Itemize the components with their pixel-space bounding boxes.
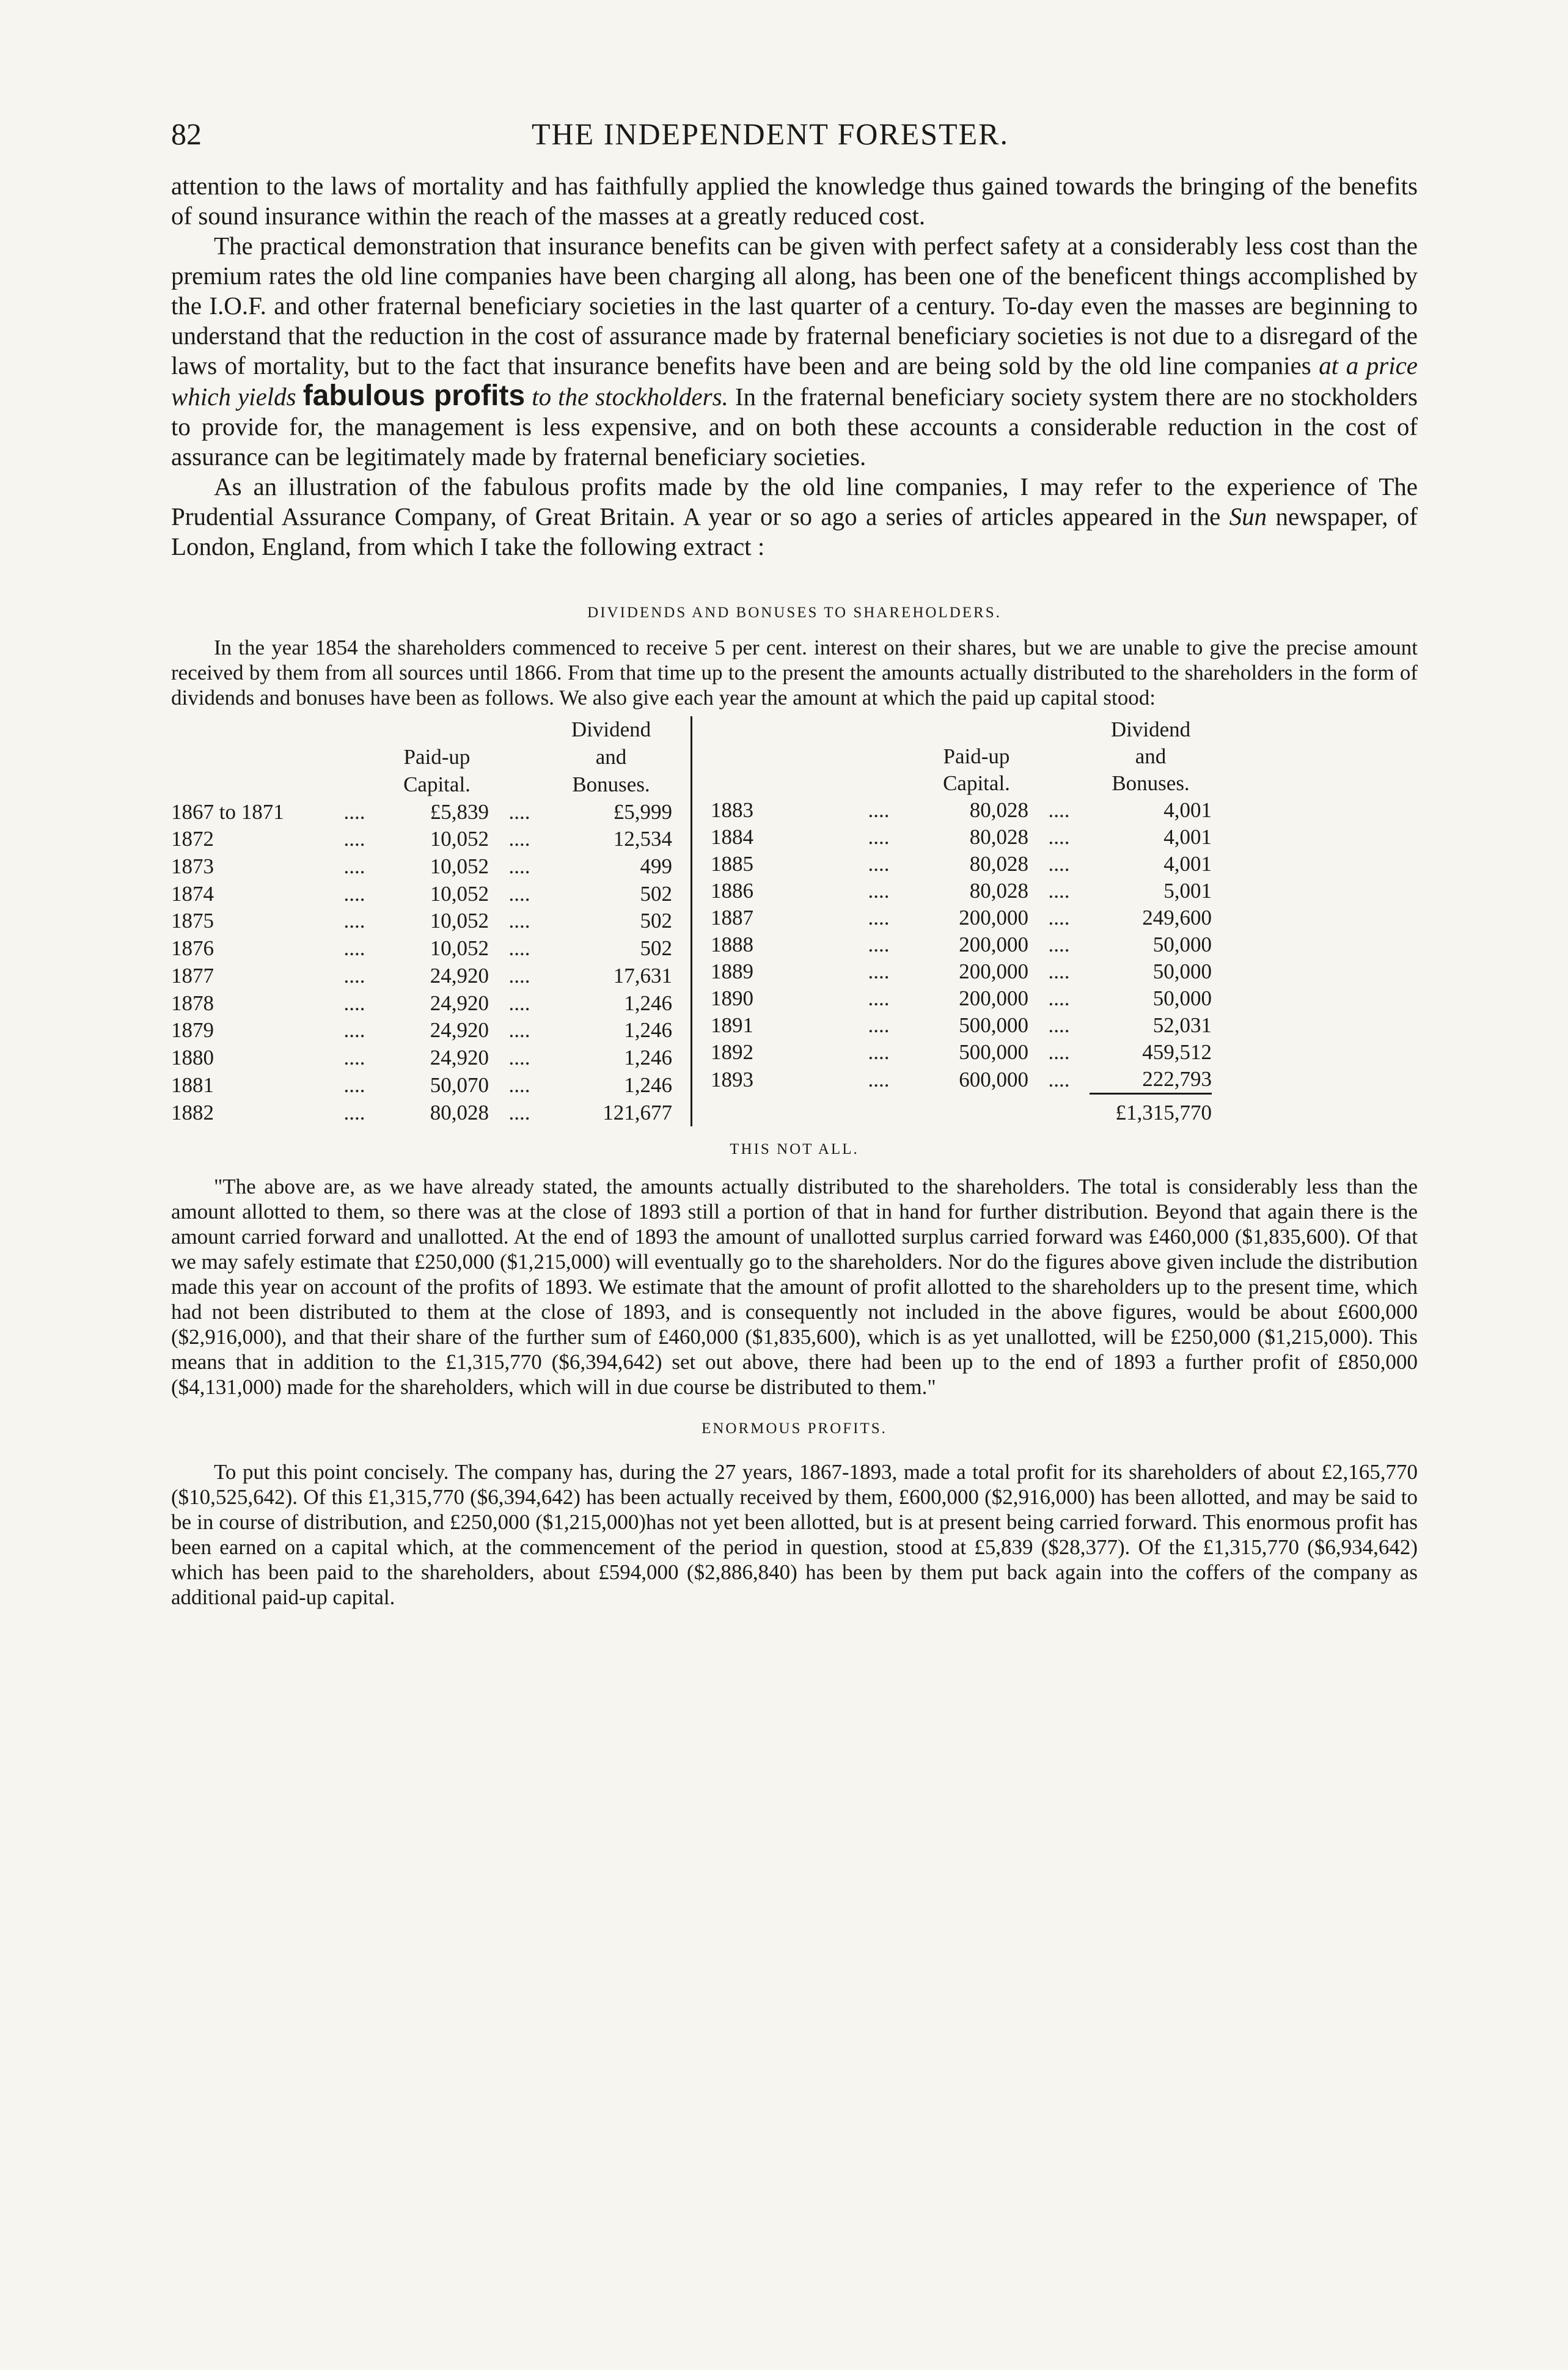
year-cell: 1882: [171, 1100, 214, 1124]
year-cell: 1876: [171, 936, 214, 961]
dividend-header-line-3: Bonuses.: [572, 772, 650, 796]
enormous-profits-paragraph: To put this point concisely. The company has, during the 27 years, 1867-1893, made a total profit for its shareholders of about £2,165,770 ($10,525,642). Of this £1,315,770 ($6,394,642) has been actually received by them, £600,000 ($2,916,000) has been allotted, and may be said to be in course of distribution, and £250,000 ($1,215,000)has not yet been allotted, but is at present being carried forward. This enormous profit has been earned on a capital which, at the commencement of the period in question, stood at £5,839 ($28,377). Of the £1,315,770 ($6,934,642) which has been paid to the shareholders, about £594,000 ($2,886,840) has been by them put back again into the coffers of the company as additional paid-up capital.: [171, 1460, 1418, 1609]
leader-dots: ....: [343, 827, 365, 851]
capital-cell: 80,028: [969, 798, 1028, 822]
table-row: [171, 1017, 672, 1044]
year-cell: 1893: [711, 1067, 753, 1091]
capital-cell: £5,839: [430, 799, 489, 824]
year-cell: 1880: [171, 1045, 214, 1069]
dividend-cell: 4,001: [1163, 852, 1212, 876]
capital-cell: 600,000: [959, 1067, 1028, 1091]
capital-cell: 10,052: [430, 827, 489, 851]
capital-cell: 500,000: [959, 1040, 1028, 1064]
capital-header-line-2: Capital.: [943, 771, 1010, 795]
leader-dots: ....: [508, 799, 530, 824]
capital-header-line-1: Paid-up: [403, 745, 471, 769]
leader-dots: ....: [508, 909, 530, 933]
table-row: [711, 1066, 1212, 1094]
intro-paragraph-2: [171, 231, 1418, 472]
dividend-header-line-3: Bonuses.: [1112, 771, 1190, 795]
leader-dots: ....: [868, 825, 890, 849]
dividend-cell: 50,000: [1152, 959, 1212, 983]
dividend-cell: 50,000: [1152, 986, 1212, 1010]
not-all-paragraph: "The above are, as we have already stated, the amounts actually distributed to the shareholders. The total is considerably less than the amount allotted to them, so there was at the close of 1893 still a portion of that in hand for further distribution. Beyond that again there is the amount carried forward and unallotted. At the end of 1893 the amount of unallotted surplus carried forward was £460,000 ($1,835,600). Of that we may safely estimate that £250,000 ($1,215,000) will eventually go to the shareholders. Nor do the figures above given include the distribution made this year on account of the profits of 1893. We estimate that the amount of profit allotted to the shareholders up to the present time, which had not been distributed to them at the close of 1893, and is consequently not included in the above figures, would be about £600,000 ($2,916,000), and that their share of the further sum of £460,000 ($1,835,600), which is as yet unallotted, will be £250,000 ($1,215,000). This means that in addition to the £1,315,770 ($6,394,642) set out above, there had been up to the end of 1893 a further profit of £850,000 ($4,131,000) made for the shareholders, which will in due course be distributed to them.": [171, 1175, 1418, 1399]
leader-dots: ....: [1048, 986, 1070, 1010]
leader-dots: ....: [343, 909, 365, 933]
table-row: [171, 935, 672, 963]
capital-cell: 500,000: [959, 1013, 1028, 1037]
capital-cell: 80,028: [969, 852, 1028, 876]
intro-paragraph-3-text-a: As an illustration of the fabulous profits made by the old line companies, I may refer to the experience of The Prudential Assurance Company, of Great Britain. A year or so ago a series of articles appeared in the: [171, 472, 1418, 530]
empty-cell: [833, 1094, 925, 1127]
leader-dots: ....: [868, 798, 890, 822]
capital-header-line-2: Capital.: [403, 772, 471, 796]
capital-cell: 200,000: [959, 906, 1028, 930]
leader-dots: ....: [868, 933, 890, 956]
table-header-row: [171, 744, 672, 771]
leader-dots: ....: [508, 963, 530, 988]
dividend-total: £1,315,770: [1090, 1094, 1212, 1127]
column-divider: [691, 716, 692, 1126]
capital-cell: 10,052: [430, 936, 489, 961]
intro-paragraph-2-emphasis: fabulous profits: [302, 380, 526, 412]
dividend-cell: 17,631: [613, 963, 672, 988]
dividend-header-line-2: and: [1135, 744, 1167, 768]
table-row: [171, 798, 672, 826]
year-cell: 1867 to 1871: [171, 799, 284, 824]
table-header-row: [171, 716, 672, 744]
dividends-table-left: [171, 716, 672, 1126]
dividend-cell: 459,512: [1142, 1040, 1212, 1064]
year-cell: 1885: [711, 852, 753, 876]
capital-cell: 80,028: [969, 879, 1028, 903]
leader-dots: ....: [343, 799, 365, 824]
table-header-row: [171, 771, 672, 798]
leader-dots: ....: [1048, 879, 1070, 903]
year-cell: 1883: [711, 798, 753, 822]
leader-dots: ....: [1048, 906, 1070, 930]
leader-dots: ....: [343, 1018, 365, 1043]
capital-cell: 24,920: [430, 991, 489, 1015]
leader-dots: ....: [343, 1045, 365, 1069]
leader-dots: ....: [508, 854, 530, 878]
dividend-header-line-1: Dividend: [1110, 717, 1191, 741]
dividends-table-right: [711, 716, 1212, 1126]
leader-dots: ....: [508, 1073, 530, 1097]
leader-dots: ....: [868, 1040, 890, 1064]
table-row: [711, 878, 1212, 904]
year-cell: 1888: [711, 933, 753, 956]
empty-cell: [925, 1094, 1028, 1127]
dividend-cell: 502: [640, 881, 672, 906]
empty-cell: [711, 1094, 833, 1127]
year-cell: 1877: [171, 963, 214, 988]
year-cell: 1886: [711, 879, 753, 903]
leader-dots: ....: [343, 991, 365, 1015]
year-cell: 1875: [171, 909, 214, 933]
year-cell: 1879: [171, 1018, 214, 1043]
leader-dots: ....: [508, 991, 530, 1015]
dividend-cell: 12,534: [613, 827, 672, 851]
leader-dots: ....: [1048, 959, 1070, 983]
capital-cell: 200,000: [959, 933, 1028, 956]
dividend-cell: 222,793: [1142, 1067, 1212, 1091]
dividend-cell: 1,246: [624, 1045, 672, 1069]
leader-dots: ....: [343, 936, 365, 961]
leader-dots: ....: [868, 906, 890, 930]
capital-cell: 24,920: [430, 963, 489, 988]
dividend-cell: 121,677: [603, 1100, 672, 1124]
table-header-row: [711, 743, 1212, 770]
leader-dots: ....: [868, 1067, 890, 1091]
leader-dots: ....: [343, 1100, 365, 1124]
dividends-paragraph: In the year 1854 the shareholders commenced to receive 5 per cent. interest on their shares, but we are unable to give the precise amount received by them from all sources until 1866. From that time up to the present the amounts actually distributed to the shareholders in the form of dividends and bonuses have been as follows. We also give each year the amount at which the paid up capital stood:: [171, 636, 1418, 710]
intro-paragraph-1: attention to the laws of mortality and has faithfully applied the knowledge thus gained towards the bringing of the benefits of sound insurance within the reach of the masses at a greatly reduced cost.: [171, 172, 1418, 230]
dividend-cell: 52,031: [1152, 1013, 1212, 1037]
not-all-heading: THIS NOT ALL.: [730, 1141, 859, 1157]
leader-dots: ....: [868, 959, 890, 983]
intro-paragraph-2-text-b: In the fraternal beneficiary society system there are no stockholders to provide for, the management is less expensive, and on both these accounts a considerable reduction in the cost of assurance can be legitimately made by fraternal beneficiary societies.: [171, 383, 1418, 471]
dividend-cell: 4,001: [1163, 798, 1212, 822]
dividend-cell: 1,246: [624, 991, 672, 1015]
leader-dots: ....: [1048, 1013, 1070, 1037]
dividend-cell: 249,600: [1142, 906, 1212, 930]
table-row: [711, 931, 1212, 958]
table-row: [171, 1044, 672, 1072]
capital-cell: 80,028: [430, 1100, 489, 1124]
enormous-profits-heading: ENORMOUS PROFITS.: [702, 1420, 887, 1437]
leader-dots: ....: [343, 1073, 365, 1097]
intro-paragraph-2-italic-a: at a price which yields: [171, 351, 1418, 411]
intro-paragraph-2-italic-b: to the stockholders.: [532, 383, 728, 411]
dividend-cell: 5,001: [1163, 879, 1212, 903]
leader-dots: ....: [868, 852, 890, 876]
leader-dots: ....: [868, 879, 890, 903]
capital-header-line-1: Paid-up: [943, 744, 1010, 768]
year-cell: 1872: [171, 827, 214, 851]
year-cell: 1891: [711, 1013, 753, 1037]
dividend-cell: 499: [640, 854, 672, 878]
leader-dots: ....: [508, 936, 530, 961]
table-row: [711, 824, 1212, 851]
table-row: [711, 985, 1212, 1012]
table-row: [711, 958, 1212, 985]
intro-paragraph-3: [171, 472, 1418, 562]
capital-cell: 80,028: [969, 825, 1028, 849]
dividend-header-line-2: and: [595, 745, 627, 769]
capital-cell: 200,000: [959, 959, 1028, 983]
dividend-cell: 1,246: [624, 1018, 672, 1043]
year-cell: 1874: [171, 881, 214, 906]
leader-dots: ....: [1048, 1040, 1070, 1064]
year-cell: 1887: [711, 906, 753, 930]
leader-dots: ....: [508, 1100, 530, 1124]
leader-dots: ....: [343, 854, 365, 878]
table-row: [711, 851, 1212, 878]
capital-cell: 10,052: [430, 881, 489, 906]
year-cell: 1892: [711, 1040, 753, 1064]
page-header: [171, 116, 1418, 171]
table-row: [711, 797, 1212, 824]
leader-dots: ....: [1048, 933, 1070, 956]
leader-dots: ....: [1048, 798, 1070, 822]
capital-cell: 10,052: [430, 854, 489, 878]
table-row: [711, 1012, 1212, 1039]
leader-dots: ....: [868, 986, 890, 1010]
table-row: [171, 853, 672, 881]
leader-dots: ....: [1048, 825, 1070, 849]
dividend-header-line-1: Dividend: [571, 717, 651, 742]
table-row: [171, 989, 672, 1017]
table-header-row: [711, 770, 1212, 797]
dividends-tables: [171, 716, 1418, 1126]
leader-dots: ....: [1048, 1067, 1070, 1091]
year-cell: 1878: [171, 991, 214, 1015]
capital-cell: 50,070: [430, 1073, 489, 1097]
table-row: [171, 1099, 672, 1126]
year-cell: 1890: [711, 986, 753, 1010]
capital-cell: 200,000: [959, 986, 1028, 1010]
dividend-cell: 502: [640, 909, 672, 933]
dividend-cell: £5,999: [613, 799, 672, 824]
leader-dots: ....: [508, 827, 530, 851]
empty-cell: [1028, 1094, 1090, 1127]
leader-dots: ....: [343, 881, 365, 906]
year-cell: 1873: [171, 854, 214, 878]
capital-cell: 10,052: [430, 909, 489, 933]
newspaper-name: Sun: [1229, 502, 1267, 530]
table-row: [711, 904, 1212, 931]
dividend-cell: 50,000: [1152, 933, 1212, 956]
table-row: [711, 1039, 1212, 1066]
year-cell: 1884: [711, 825, 753, 849]
year-cell: 1881: [171, 1073, 214, 1097]
dividend-cell: 502: [640, 936, 672, 961]
intro-paragraph-2-text-a: The practical demonstration that insurance benefits can be given with perfect safety at a considerably less cost than the premium rates the old line companies have been charging all along, has been one of the beneficent things accomplished by the I.O.F. and other fraternal beneficiary societies in the last quarter of a century. To-day even the masses are beginning to understand that the reduction in the cost of assurance made by fraternal beneficiary societies is not due to a disregard of the laws of mortality, but to the fact that insurance benefits have been and are being sold by the old line companies: [171, 232, 1418, 380]
table-row: [171, 962, 672, 989]
page-number: 82: [171, 117, 202, 151]
intro-paragraph-3-text-b: newspaper, of London, England, from which I take the following extract :: [171, 502, 1418, 560]
year-cell: 1889: [711, 959, 753, 983]
table-header-row: [711, 716, 1212, 743]
leader-dots: ....: [508, 881, 530, 906]
running-title: THE INDEPENDENT FORESTER.: [532, 117, 1009, 151]
dividend-cell: 1,246: [624, 1073, 672, 1097]
leader-dots: ....: [1048, 852, 1070, 876]
page: [171, 116, 1418, 1610]
table-row: [171, 826, 672, 853]
capital-cell: 24,920: [430, 1045, 489, 1069]
table-row: [171, 1071, 672, 1099]
leader-dots: ....: [343, 963, 365, 988]
leader-dots: ....: [868, 1013, 890, 1037]
dividends-heading: DIVIDENDS AND BONUSES TO SHAREHOLDERS.: [587, 604, 1002, 621]
capital-cell: 24,920: [430, 1018, 489, 1043]
table-row: [171, 880, 672, 908]
leader-dots: ....: [508, 1018, 530, 1043]
leader-dots: ....: [508, 1045, 530, 1069]
table-row: [171, 908, 672, 935]
dividend-cell: 4,001: [1163, 825, 1212, 849]
total-row: [711, 1094, 1212, 1127]
